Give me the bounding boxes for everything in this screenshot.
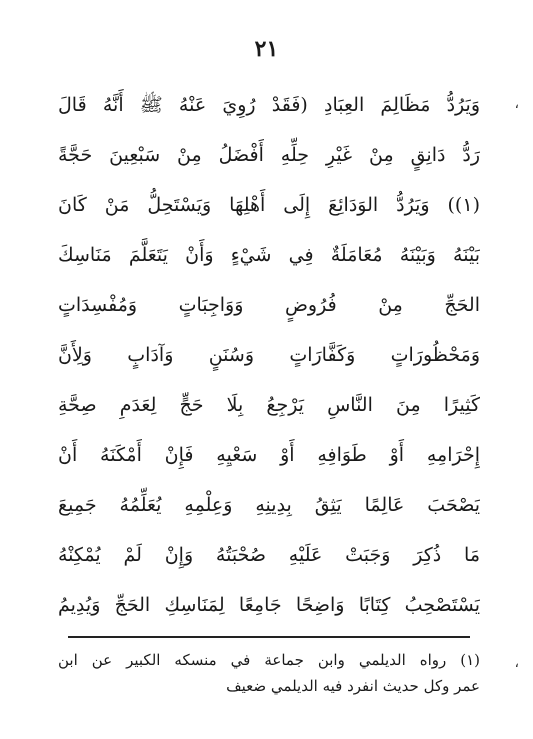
footnote-divider <box>68 636 470 638</box>
text-line: مَا ذُكِرَ وَجَبَتْ عَلَيْهِ صُحْبَتُهُ وَإِنْ لَمْ يُمْكِنْهُ <box>58 544 480 566</box>
text-line: يَسْتَصْحِبُ كِتَابًا وَاضِحًا جَامِعًا لِمَنَاسِكِ الحَجِّ وَيُدِيمُ <box>58 594 480 616</box>
text-line: بَيْنَهُ وَبَيْنَهُ مُعَامَلَةٌ فِي شَيْءٍ وَأَنْ يَتَعَلَّمَ مَنَاسِكَ <box>58 244 480 266</box>
text-line: كَثِيرًا مِنَ النَّاسِ يَرْجِعُ بِلَا حَجٍّ لِعَدَمِ صِحَّةِ <box>58 394 480 416</box>
text-line: وَمَحْظُورَاتٍ وَكَفَّارَاتٍ وَسُنَنٍ وَآدَابٍ وَلِأَنَّ <box>58 344 480 366</box>
text-line: رَدُّ دَانِقٍ مِنْ غَيْرِ حِلِّهِ أَفْضَلُ مِنْ سَبْعِينَ حَجَّةً <box>58 144 480 166</box>
main-text <box>58 80 480 630</box>
margin-mark-top: ، <box>514 96 519 112</box>
text-line: إِحْرَامِهِ أَوْ طَوَافِهِ أَوْ سَعْيِهِ فَإِنْ أَمْكَنَهُ أَنْ <box>58 444 480 466</box>
footnotes <box>58 647 480 699</box>
page-number: ٢١ <box>254 36 279 62</box>
text-line: (١)) وَيَرُدُّ الوَدَائِعَ إِلَى أَهْلِهَا وَيَسْتَحِلُّ مَنْ كَانَ <box>58 194 480 216</box>
footnote-line: عمر وكل حديث انفرد فيه الديلمي ضعيف <box>226 677 480 695</box>
footnote-line: (١) رواه الديلمي وابن جماعة في منسكه الكبير عن ابن <box>58 651 480 669</box>
text-line: وَيَرُدُّ مَظَالِمَ العِبَادِ (فَقَدْ رُوِيَ عَنْهُ ﷺ أَنَّهُ قَالَ <box>58 94 480 116</box>
text-line: يَصْحَبَ عَالِمًا يَثِقُ بِدِينِهِ وَعِلْمِهِ يُعَلِّمُهُ جَمِيعَ <box>58 494 480 516</box>
text-line: الحَجِّ مِنْ فُرُوضٍ وَوَاجِبَاتٍ وَمُفْسِدَاتٍ <box>58 294 480 316</box>
margin-mark-bottom: ، <box>514 655 519 671</box>
